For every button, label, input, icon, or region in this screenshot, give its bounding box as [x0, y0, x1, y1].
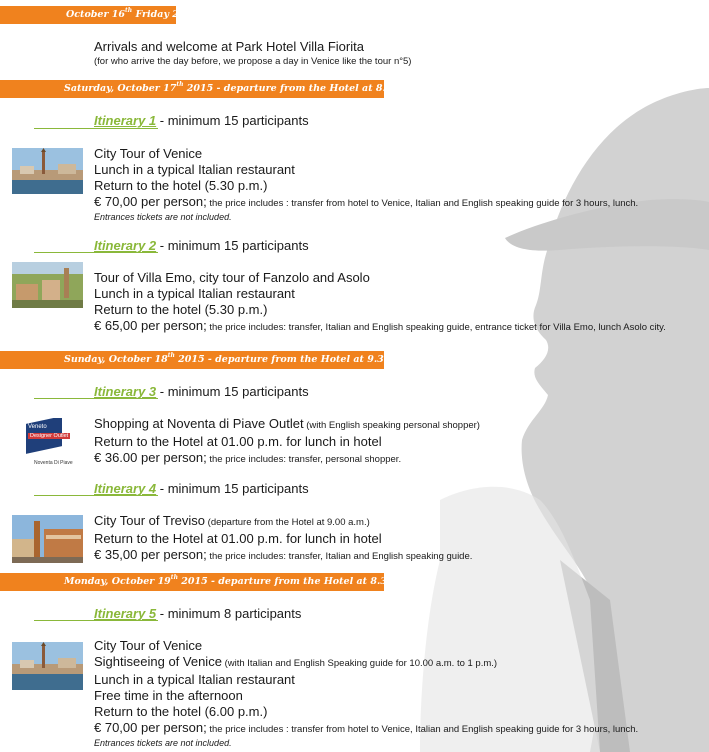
itinerary-5-details: City Tour of Venice Sightiseeing of Venice (with Italian and English Speaking guide for 10.00 a.m. to 1 p.m.) Lunch in a typical Italian restaurant Free time in the afternoon Return to the hotel (6.00 p.m.) € 70,00 per person; the price includes : transfer from hotel to Venice, Italian and English speaking guide for 3 hours, lunch. Entrances tickets are not included. [94, 638, 639, 748]
saturday-header: Saturday, October 17th 2015 - departure from the Hotel at 8.30 a.m. [64, 81, 426, 94]
itinerary-2-details: Tour of Villa Emo, city tour of Fanzolo and Asolo Lunch in a typical Italian restaurant Return to the hotel (5.30 p.m.) € 65,00 per person; the price includes: transfer, Italian and English speaking guide, entrance ticket for Villa Emo, lunch Asolo city. [94, 270, 666, 333]
itinerary-1-extra-note: Entrances tickets are not included. [94, 212, 232, 222]
itinerary-1-min: - minimum 15 participants [156, 113, 309, 128]
itinerary-1-label: Itinerary 1 [94, 113, 157, 128]
itinerary-3-heading: Itinerary 3 - minimum 15 participants [94, 384, 309, 399]
friday-arrival: Arrivals and welcome at Park Hotel Villa Fiorita [94, 39, 364, 54]
monday-header: Monday, October 19th 2015 - departure from the Hotel at 8.30 a.m. [64, 574, 420, 587]
friday-arrival-note: (for who arrive the day before, we propose a day in Venice like the tour n°5) [94, 56, 412, 67]
itinerary-2-heading: Itinerary 2 - minimum 15 participants [94, 238, 309, 253]
itinerary-1-details: City Tour of Venice Lunch in a typical Italian restaurant Return to the hotel (5.30 p.m.) € 70,00 per person; the price includes : transfer from hotel to Venice, Italian and English speaking guide for 3 hours, lunch. Entrances tickets are not included. [94, 146, 639, 222]
venice-photo [12, 642, 83, 690]
itinerary-1-heading [94, 113, 309, 128]
friday-header-sup: th [125, 7, 133, 14]
outlet-logo-place: Noventa Di Piave [34, 460, 73, 466]
friday-header [66, 6, 199, 24]
treviso-photo [12, 515, 83, 563]
outlet-logo-name: Designer Outlet [30, 433, 69, 439]
friday-header-date: October 16 [66, 9, 126, 20]
friday-header-rest: Friday 2015 [132, 9, 199, 20]
sunday-header: Sunday, October 18th 2015 - departure from the Hotel at 9.30 a.m. [64, 352, 417, 365]
venice-photo [12, 148, 83, 194]
asolo-photo [12, 262, 83, 308]
outlet-logo-brand: Veneto [28, 424, 47, 430]
itinerary-4-heading: Itinerary 4 - minimum 15 participants [94, 481, 309, 496]
itinerary-3-details: Shopping at Noventa di Piave Outlet (with English speaking personal shopper) Return to the Hotel at 01.00 p.m. for lunch in hotel € 36.00 per person; the price includes: transfer, personal shopper. [94, 416, 480, 465]
itinerary-1-underline [34, 128, 158, 129]
itinerary-4-details: City Tour of Treviso (departure from the Hotel at 9.00 a.m.) Return to the Hotel at 01.00 p.m. for lunch in hotel € 35,00 per person; the price includes: transfer, Italian and English speaking guide. [94, 513, 473, 562]
itinerary-5-heading: Itinerary 5 - minimum 8 participants [94, 606, 302, 621]
itinerary-1-price: € 70,00 per person; [94, 194, 207, 209]
outlet-logo [22, 418, 74, 470]
